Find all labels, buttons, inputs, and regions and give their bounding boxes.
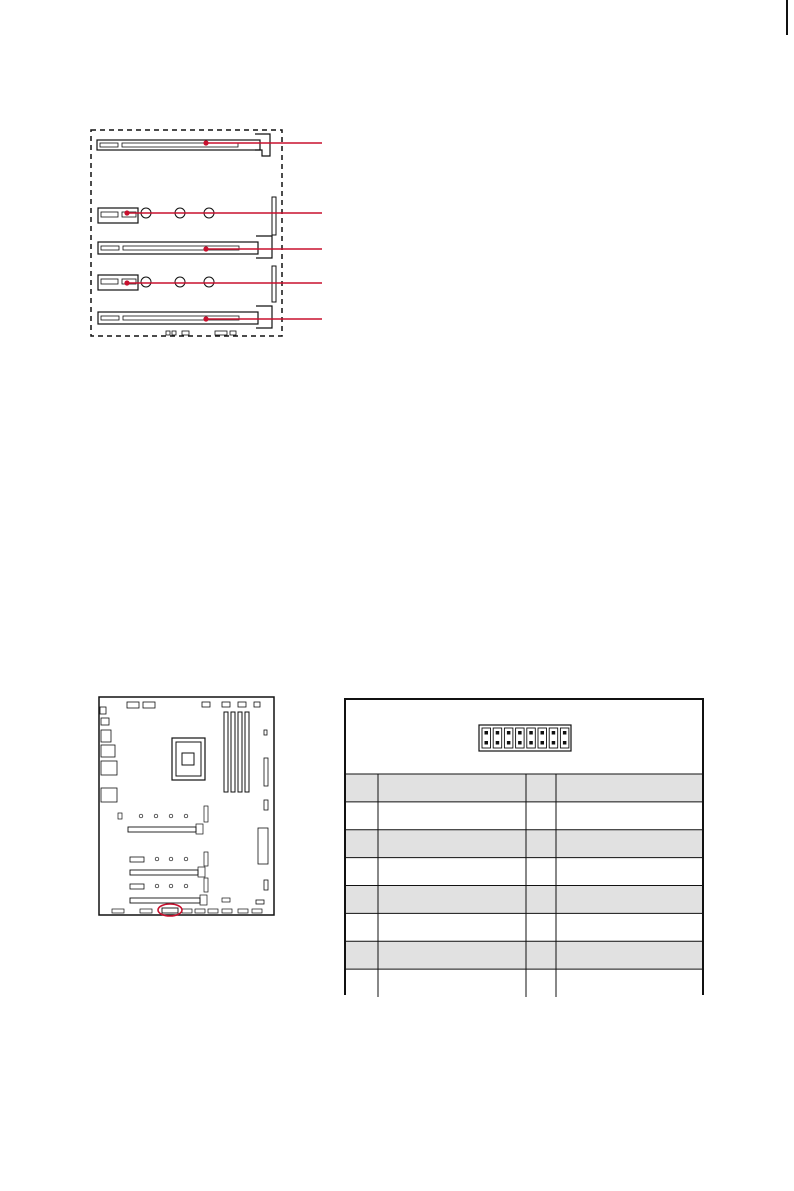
pin-grid bbox=[346, 774, 702, 997]
header-pin bbox=[529, 731, 533, 735]
table-header-row bbox=[346, 774, 702, 802]
header-pin bbox=[485, 741, 489, 745]
header-pin bbox=[541, 731, 545, 735]
motherboard-diagram bbox=[0, 680, 300, 940]
table-row bbox=[346, 802, 702, 830]
header-pin bbox=[529, 741, 533, 745]
header-pin bbox=[552, 731, 556, 735]
header-pin bbox=[518, 741, 522, 745]
header-pin bbox=[552, 741, 556, 745]
pcie-slot-diagram bbox=[0, 0, 794, 400]
header-pin bbox=[496, 731, 500, 735]
header-pin-icon bbox=[478, 724, 572, 752]
pcie-x1-slot-2 bbox=[98, 208, 214, 223]
header-pin bbox=[507, 731, 511, 735]
table-row bbox=[346, 941, 702, 969]
table-row bbox=[346, 913, 702, 941]
header-pin bbox=[485, 731, 489, 735]
pcie-x16-slot-5 bbox=[98, 306, 272, 328]
header-pin bbox=[563, 731, 567, 735]
header-pin bbox=[541, 741, 545, 745]
header-pin bbox=[563, 741, 567, 745]
table-row bbox=[346, 969, 702, 997]
table-row bbox=[346, 886, 702, 914]
header-pin bbox=[507, 741, 511, 745]
table-row bbox=[346, 858, 702, 886]
callout-lines bbox=[125, 141, 322, 321]
pcie-x16-slot-1 bbox=[97, 134, 270, 156]
table-row bbox=[346, 830, 702, 858]
pcie-x16-slot-3 bbox=[98, 236, 272, 258]
header-pin bbox=[496, 741, 500, 745]
header-pin bbox=[518, 731, 522, 735]
pin-definition-table bbox=[344, 698, 704, 995]
